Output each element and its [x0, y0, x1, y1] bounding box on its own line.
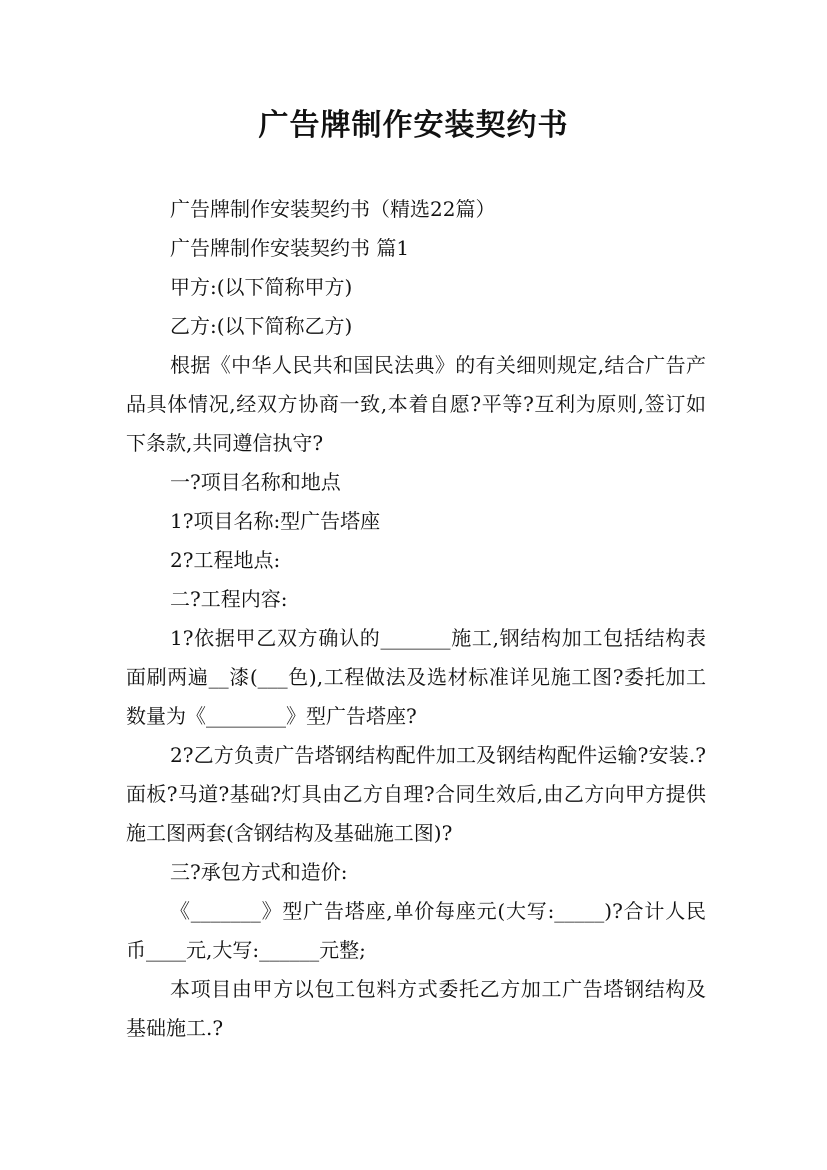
- paragraph-clause-1-heading: 一?项目名称和地点: [170, 470, 341, 494]
- paragraph-party-b: 乙方:(以下简称乙方): [170, 314, 353, 338]
- paragraph-subtitle: 广告牌制作安装契约书（精选22篇）: [170, 197, 496, 221]
- paragraph-work-content-1: 1?依据甲乙双方确认的_______施工,钢结构加工包括结构表面刷两遍__漆(___色),工程做法及选材标准详见施工图?委托加工数量为《________》型广告塔座?: [126, 626, 706, 728]
- paragraph-contract-mode: 本项目由甲方以包工包料方式委托乙方加工广告塔钢结构及基础施工.?: [126, 977, 706, 1040]
- document-body: [126, 190, 706, 1048]
- document-title: 广告牌制作安装契约书: [258, 108, 569, 143]
- paragraph-party-a: 甲方:(以下简称甲方): [170, 275, 353, 299]
- paragraph-preamble: 根据《中华人民共和国民法典》的有关细则规定,结合广告产品具体情况,经双方协商一致,本着自愿?平等?互利为原则,签订如下条款,共同遵信执守?: [126, 353, 706, 455]
- paragraph-project-name: 1?项目名称:型广告塔座: [170, 509, 381, 533]
- paragraph-project-location: 2?工程地点:: [170, 548, 281, 572]
- paragraph-work-content-2: 2?乙方负责广告塔钢结构配件加工及钢结构配件运输?安装.?面板?马道?基础?灯具由乙方自理?合同生效后,由乙方向甲方提供施工图两套(含钢结构及基础施工图)?: [126, 743, 706, 845]
- paragraph-clause-2-heading: 二?工程内容:: [170, 587, 288, 611]
- paragraph-section-heading: 广告牌制作安装契约书 篇1: [170, 236, 410, 260]
- paragraph-pricing: 《_______》型广告塔座,单价每座元(大写:_____)?合计人民币____元,大写:______元整;: [126, 899, 706, 962]
- paragraph-clause-3-heading: 三?承包方式和造价:: [170, 860, 348, 884]
